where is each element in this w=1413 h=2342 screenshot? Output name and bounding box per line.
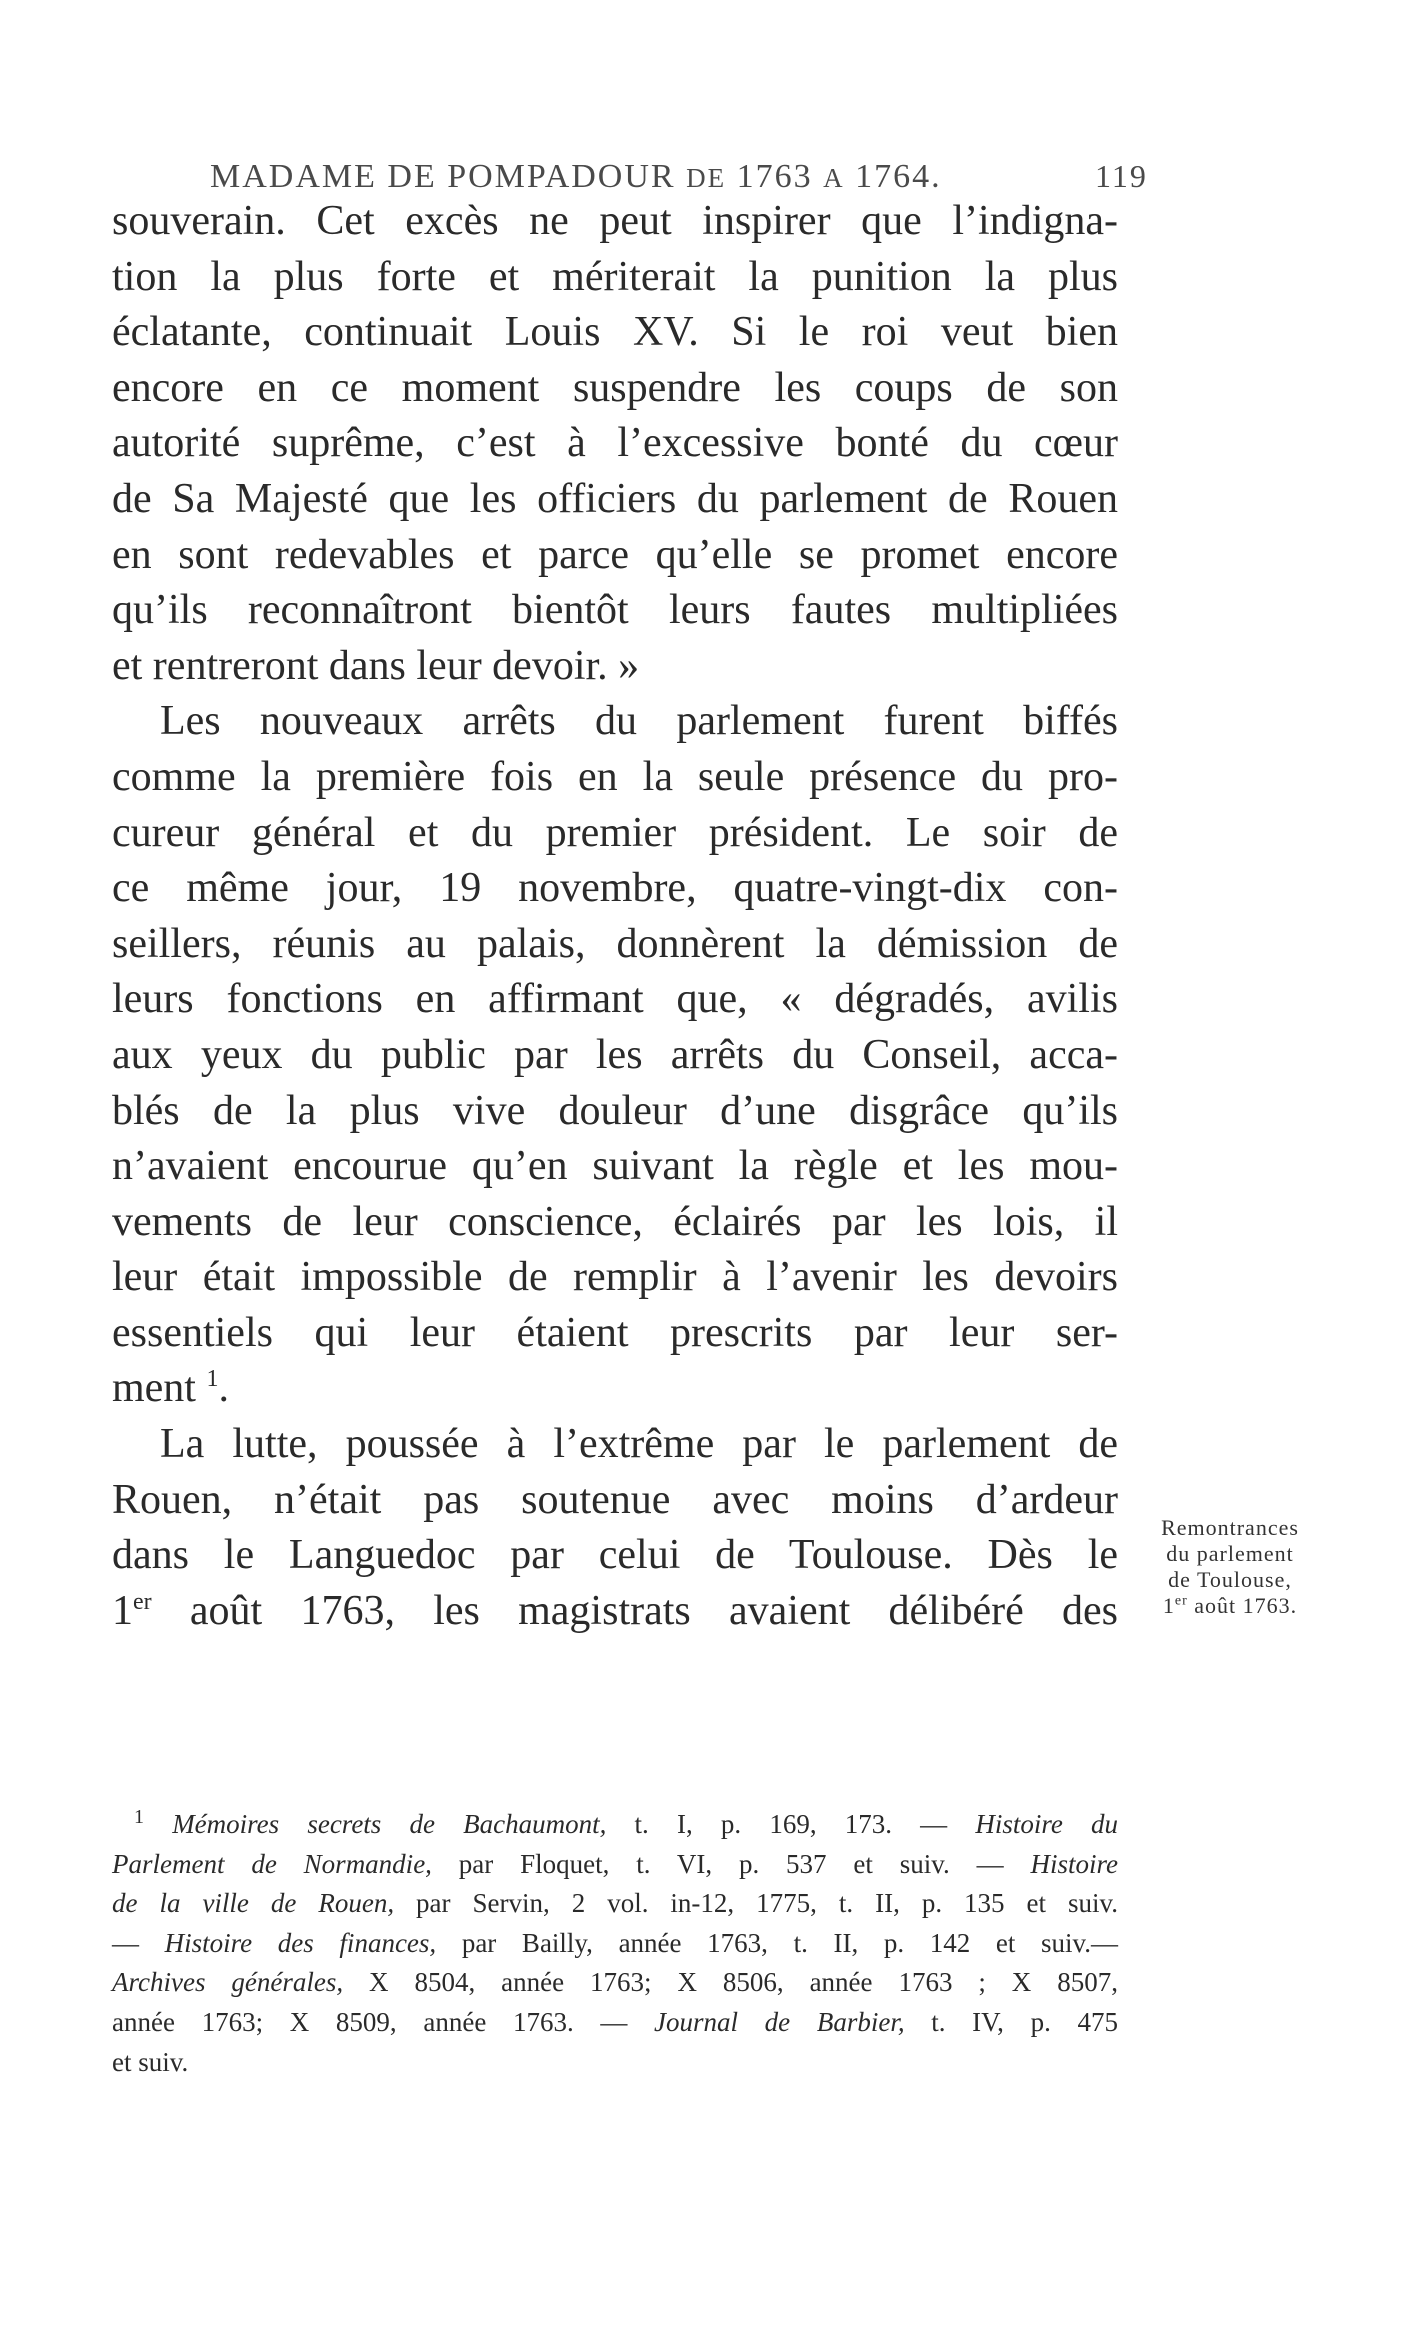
footnote-line: [112, 1845, 1118, 1885]
running-head-a: A: [823, 163, 845, 193]
body-line: qu’ils reconnaîtront bientôt leurs fautes multipliées: [112, 587, 1118, 634]
body-line: autorité suprême, c’est à l’excessive bonté du cœur: [112, 420, 1118, 467]
footnote-line: [112, 1924, 1118, 1964]
footnote-text: par Floquet, t. VI, p. 537 et suiv. —: [431, 1848, 1031, 1879]
footnote-text: par Bailly, année 1763, t. II, p. 142 et suiv.—: [436, 1927, 1119, 1958]
margin-note-line: de Toulouse,: [1168, 1567, 1292, 1592]
footnote-text: par Servin, 2 vol. in-12, 1775, t. II, p. 135 et suiv.: [394, 1888, 1118, 1919]
footnote-title: Journal de Barbier,: [654, 2006, 905, 2037]
footnote-line: [112, 2003, 1118, 2043]
body-line-with-footnote-ref: [112, 1361, 1118, 1417]
body-line: comme la première fois en la seule présence du pro-: [112, 753, 1118, 800]
running-head: [210, 158, 1210, 196]
ordinal-number: 1: [112, 1587, 133, 1634]
body-line-text: ment: [112, 1365, 196, 1412]
body-line: blés de la plus vive douleur d’une disgrâce qu’ils: [112, 1087, 1118, 1134]
body-line: cureur général et du premier président. Le soir de: [112, 809, 1118, 856]
footnote-title: Histoire: [1030, 1848, 1118, 1879]
body-line: ce même jour, 19 novembre, quatre-vingt-dix con-: [112, 865, 1118, 912]
footnote-title: de la ville de Rouen,: [112, 1888, 395, 1919]
body-line: leur était impossible de remplir à l’avenir les devoirs: [112, 1254, 1118, 1301]
body-line: Rouen, n’était pas soutenue avec moins d’ardeur: [112, 1476, 1118, 1523]
footnote-ref: 1: [206, 1366, 219, 1393]
margin-note-line: Remontrances: [1161, 1515, 1299, 1540]
body-line-text: août 1763, les magistrats avaient délibéré des: [189, 1587, 1118, 1634]
ordinal-suffix: er: [133, 1588, 152, 1615]
footnote-title: Histoire des finances,: [164, 1927, 437, 1958]
margin-note-ordinal: 1: [1162, 1593, 1175, 1618]
body-line: aux yeux du public par les arrêts du Conseil, acca-: [112, 1031, 1118, 1078]
body-line: seillers, réunis au palais, donnèrent la démission de: [112, 920, 1118, 967]
body-line: vements de leur conscience, éclairés par les lois, il: [112, 1198, 1118, 1245]
footnote-line: [112, 1805, 1118, 1845]
body-line: de Sa Majesté que les officiers du parlement de Rouen: [112, 475, 1118, 522]
body-line-end: .: [218, 1365, 229, 1412]
margin-note: [1140, 1515, 1320, 1619]
footnote-title: Mémoires secrets de Bachaumont,: [172, 1809, 607, 1839]
running-head-title: MADAME DE POMPADOUR: [210, 158, 676, 195]
page-number: 119: [1095, 158, 1148, 194]
body-text: [112, 194, 1118, 1639]
margin-note-line: [1140, 1593, 1320, 1619]
footnote-title: Parlement de Normandie,: [112, 1848, 432, 1879]
body-line: et rentreront dans leur devoir. »: [112, 642, 640, 689]
footnote-text: année 1763; X 8509, année 1763. —: [112, 2006, 655, 2037]
footnote-line: [112, 1963, 1118, 2003]
running-head-de: DE: [686, 163, 727, 193]
running-head-year-end: 1764.: [855, 158, 942, 195]
margin-note-line: du parlement: [1166, 1541, 1294, 1566]
body-line: souverain. Cet excès ne peut inspirer que l’indigna-: [112, 198, 1118, 244]
body-line: en sont redevables et parce qu’elle se promet encore: [112, 531, 1118, 578]
margin-note-ordinal-suffix: er: [1174, 1593, 1188, 1609]
margin-note-date: août 1763.: [1194, 1593, 1298, 1618]
body-line: leurs fonctions en affirmant que, « dégradés, avilis: [112, 976, 1118, 1023]
footnote-title: Archives générales,: [112, 1967, 344, 1998]
footnote-text: t. I, p. 169, 173. —: [606, 1809, 976, 1839]
footnote-text: —: [112, 1927, 165, 1958]
body-line: n’avaient encourue qu’en suivant la règle et les mou-: [112, 1143, 1118, 1190]
body-line: dans le Languedoc par celui de Toulouse. Dès le: [112, 1532, 1118, 1579]
body-line: encore en ce moment suspendre les coups de son: [112, 364, 1118, 411]
body-line-with-ordinal: [112, 1584, 1118, 1640]
footnote-line: [112, 1884, 1118, 1924]
footnote-text: t. IV, p. 475: [904, 2006, 1118, 2037]
footnotes: [112, 1805, 1118, 2082]
footnote-line: et suiv.: [112, 2046, 189, 2077]
body-line: tion la plus forte et mériterait la punition la plus: [112, 253, 1118, 300]
running-head-year-start: 1763: [736, 158, 813, 195]
body-line: éclatante, continuait Louis XV. Si le roi veut bien: [112, 309, 1118, 356]
body-line: La lutte, poussée à l’extrême par le parlement de: [160, 1421, 1118, 1468]
body-line: Les nouveaux arrêts du parlement furent biffés: [160, 698, 1118, 745]
body-line: essentiels qui leur étaient prescrits par leur ser-: [112, 1309, 1118, 1356]
footnote-text: X 8504, année 1763; X 8506, année 1763 ; X 8507,: [343, 1967, 1118, 1998]
footnote-mark: 1: [134, 1806, 144, 1828]
footnote-title: Histoire du: [975, 1809, 1119, 1839]
